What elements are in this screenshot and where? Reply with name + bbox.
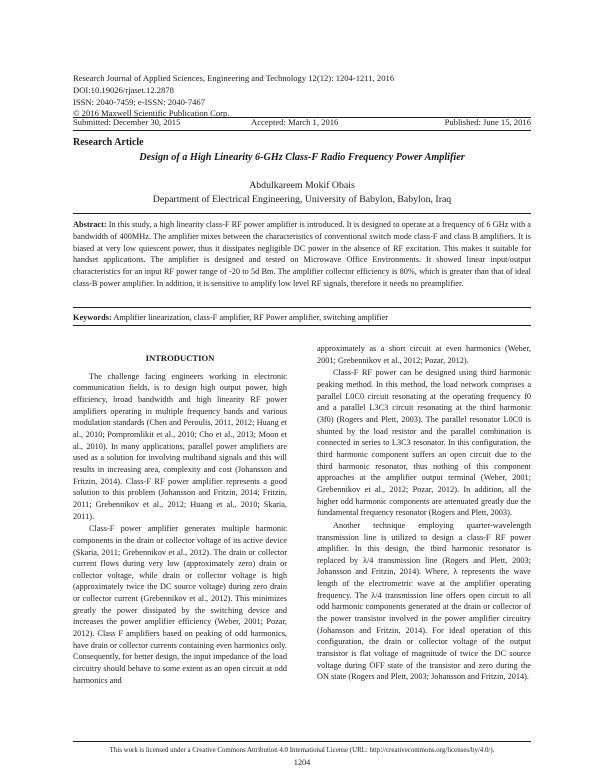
journal-citation: Research Journal of Applied Sciences, Engineering and Technology 12(12): 1204-1211, 2016 — [73, 73, 395, 83]
footer-rule — [73, 741, 531, 742]
keywords — [73, 313, 531, 322]
published-date: Published: June 15, 2016 — [444, 117, 531, 127]
abstract-rule-top — [73, 213, 531, 214]
intro-paragraph-1: The challenge facing engineers working in electronic communication fields, is to design high output power, high efficiency, broad bandwidth and high linearity RF power amplifiers operating in multiple frequency bands and various modulation standards (Chen and Peroulis, 2011, 2012; Huang et al., 2010; Pornpromlikit et al., 2010; Cho et al., 2013; Moon et al., 2010). In many applications, parallel power amplifiers are used as a solution for involving multiband signals and this will results in increasing area, complexity and cost (Johansson and Fritzin, 2014). Class-F RF power amplifier represents a good solution to this problem (Johansson and Fritzin, 2014; Fritzin, 2011; Grebennikov et al., 2012; Huang et al., 2010; Skaria, 2011). — [73, 371, 287, 521]
submitted-date: Submitted: December 30, 2015 — [73, 117, 181, 127]
author-affiliation: Department of Electrical Engineering, University of Babylon, Babylon, Iraq — [152, 194, 452, 205]
left-column — [73, 340, 287, 687]
abstract-rule-bottom — [73, 307, 531, 308]
article-type: Research Article — [73, 137, 144, 148]
header-rule-bottom — [73, 130, 531, 131]
intro-paragraph-2: Class-F power amplifier generates multiple harmonic components in the drain or collector voltage of its active device (Skaria, 2011; Grebennikov et al., 2012). The drain or collector current flows during very low (approximately zero) drain or collector voltage, while drain or collector voltage is high (approximately twice the DC source voltage) during zero drain or collector current (Grebennikov et al., 2012). This minimizes greatly the power dissipated by the switching device and increases the power amplifier efficiency (Weber, 2001; Pozar, 2012). Class F amplifiers based on peaking of odd harmonics, have drain or collector currents containing even harmonics only. Consequently, for better design, the input impedance of the load circuitry should behave to some extent as an open circuit at odd harmonics and — [73, 524, 287, 685]
abstract-text: In this study, a high linearity class-F RF power amplifier is introduced. It is designed to operate at a frequency of 6 GHz with a bandwidth of 400MHz. The amplifier mixes between the characteristics of conventional switch mode class-F and class B amplifiers. It is biased at very low quiescent power, thus it dissipates negligible DC power in the absence of RF excitation. This makes it suitable for handset applications. The amplifier is designed and tested on Microwave Office Environments. It showed linear input/output characteristics for an input RF power range of -20 to 5d Bm. The amplifier collector efficiency is 80%, which is greater than that of ideal class-B power amplifier. In addition, it is sensitive to amplify low level RF signals, therefore it needs no preamplifier. — [73, 220, 531, 288]
section-heading-introduction: INTRODUCTION — [145, 353, 215, 363]
keywords-label: Keywords: — [73, 313, 112, 322]
keywords-text: Amplifier linearization, class-F amplifier, RF Power amplifier, switching amplifier — [113, 313, 389, 322]
abstract-label: Abstract: — [73, 220, 107, 229]
license-notice: This work is licensed under a Creative Commons Attribution 4.0 International License (URL: http://creativecommons.org/licenses/by/4.0/). — [109, 747, 495, 754]
author-name: Abdulkareem Mokif Obais — [249, 180, 355, 191]
right-paragraph-2: Class-F RF power can be designed using third harmonic peaking method. In this method, the load network comprises a parallel L0C0 circuit resonating at the operating frequency f0 and a parallel L3C3 circuit resonating at the third harmonic (3f0) (Rogers and Plett, 2003). The parallel resonator L0C0 is shunted by the load resistor and the parallel combination is connected in series to L3C3 resonator. In this configuration, the third harmonic component suffers an open circuit due to the third harmonic resonator, thus nothing of this component approaches at the amplifier output terminal (Weber, 2001; Grebennikov et al., 2012; Pozar, 2012). In addition, all the higher odd harmonic components are attenuated greatly due the fundamental frequency resonator (Rogers and Plett, 2003). — [317, 368, 531, 518]
abstract — [73, 219, 531, 290]
right-paragraph-1: approximately as a short circuit at even harmonics (Weber, 2001; Grebennikov et al., 2012; Pozar, 2012). — [317, 344, 531, 365]
keywords-rule — [73, 325, 531, 326]
right-column — [317, 343, 531, 684]
paper-title: Design of a High Linearity 6-GHz Class-F Radio Frequency Power Amplifier — [139, 152, 465, 163]
doi: DOI:10.19026/rjaset.12.2878 — [73, 85, 174, 95]
right-paragraph-3: Another technique employing quarter-wavelength transmission line is utilized to design a class-F RF power amplifier. In this design, the third harmonic resonator is replaced by λ/4 transmission line (Rogers and Plett, 2003; Johansson and Fritzin, 2014). Where, λ represents the wave length of the electrometric wave at the amplifier operating frequency. The λ/4 transmission line offers open circuit to all odd harmonic components generated at the drain or collector of the power transistor involved in the power amplifier circuitry (Johansson and Fritzin, 2014). For ideal operation of this configuration, the drain or collector voltage of the output transistor is flat voltage of magnitude of twice the DC source voltage during OFF state of the transistor and zero during the ON state (Rogers and Plett, 2003; Johansson and Fritzin, 2014). — [317, 520, 531, 682]
copyright: © 2016 Maxwell Scientific Publication Corp. — [73, 108, 230, 118]
accepted-date: Accepted: March 1, 2016 — [251, 117, 339, 127]
page-number: 1204 — [293, 758, 311, 767]
issn: ISSN: 2040-7459; e-ISSN: 2040-7467 — [73, 97, 206, 107]
